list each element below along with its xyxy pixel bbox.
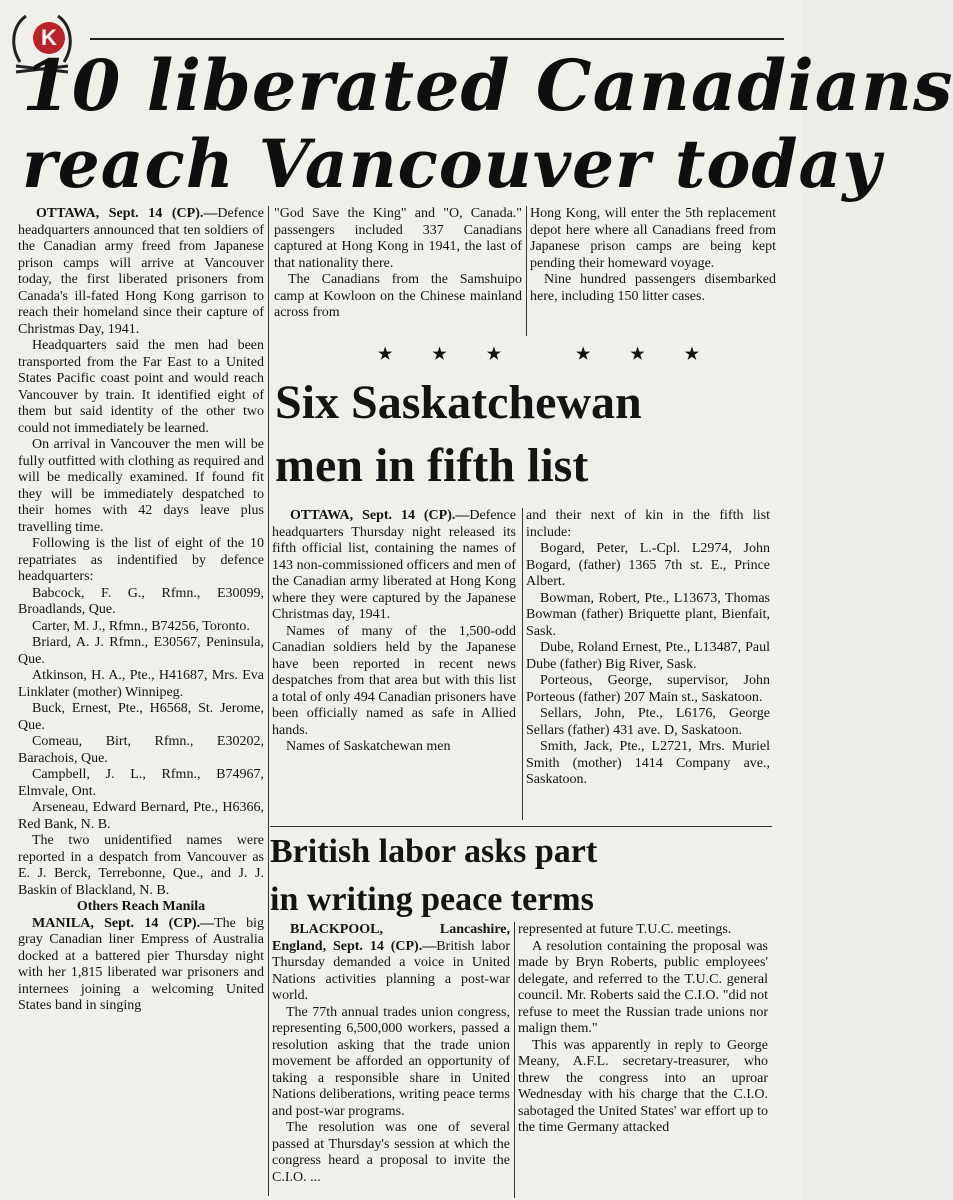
section-divider <box>270 826 772 827</box>
list-item: Bowman, Robert, Pte., L13673, Thomas Bowman (father) Briquette plant, Bienfait, Sask. <box>526 590 770 639</box>
paragraph: This was apparently in reply to George Meany, A.F.L. secretary-treasurer, who threw the congress into an uproar Wednesday with his charge that the C.I.O. sabotaged the United States' war effort up to the time Germany attacked <box>518 1037 768 1135</box>
paragraph: "God Save the King" and "O, Canada." passengers included 337 Canadians captured at Hong Kong in 1941, the last of that nationality there. <box>274 206 522 271</box>
list-item: Babcock, F. G., Rfmn., E30099, Broadlands, Que. <box>18 585 264 617</box>
paragraph: Headquarters said the men had been transported from the Far East to a United States Pacific coast point and would reach Vancouver by train. It identified eight of them but said identity of the other two could not immediately be learned. <box>18 338 264 436</box>
story2-column2 <box>526 508 770 789</box>
list-item: Buck, Ernest, Pte., H6568, St. Jerome, Que. <box>18 701 264 733</box>
paragraph: OTTAWA, Sept. 14 (CP).—Defence headquarters Thursday night released its fifth official list, containing the names of 143 non-commissioned officers and men of the Canadian army liberated at Hong Kong where they were captured by the Japanese Christmas day, 1941. <box>272 508 516 622</box>
paragraph: A resolution containing the proposal was made by Bryn Roberts, public employees' delegate, and referred to the T.U.C. general council. Mr. Roberts said the C.I.O. "did not refuse to meet the Russian trade unions nor malign them." <box>518 938 768 1036</box>
paragraph: Names of Saskatchewan men <box>286 739 451 754</box>
story2-headline-line2: men in fifth list <box>275 439 589 492</box>
paragraph: represented at future T.U.C. meetings. <box>518 922 732 937</box>
subheading-manila: Others Reach Manila <box>76 899 206 914</box>
story2-column1 <box>272 508 516 756</box>
list-item: Bogard, Peter, L.-Cpl. L2974, John Bogard, (father) 1365 7th st. E., Prince Albert. <box>526 541 770 589</box>
list-item: Porteous, George, supervisor, John Porteous (father) 207 Main st., Saskatoon. <box>526 673 770 705</box>
story2-headline-line1: Six Saskatchewan <box>275 376 642 429</box>
list-item: Atkinson, H. A., Pte., H41687, Mrs. Eva Linklater (mother) Winnipeg. <box>18 668 264 700</box>
paragraph: and their next of kin in the fifth list include: <box>526 508 770 540</box>
main-headline-line1: 10 liberated Canadians <box>22 44 953 127</box>
story3-column2 <box>518 922 768 1198</box>
story1-column2 <box>274 206 522 322</box>
story3-column1 <box>272 922 510 1198</box>
story1-column3 <box>530 206 776 305</box>
paragraph: BLACKPOOL, Lancashire, England, Sept. 14 (CP).—British labor Thursday demanded a voice in United Nations activities planning a post-war world. <box>272 922 510 1003</box>
top-rule <box>90 38 784 40</box>
list-item: Sellars, John, Pte., L6176, George Sellars (father) 431 ave. D, Saskatoon. <box>526 706 770 738</box>
column-divider <box>526 206 527 336</box>
paragraph: Hong Kong, will enter the 5th replacement depot here where all Canadians freed from Japanese prison camps are being kept pending their homeward voyage. <box>530 206 776 271</box>
paragraph: OTTAWA, Sept. 14 (CP).—Defence headquarters announced that ten soldiers of the Canadian army freed from Japanese prison camps will arrive at Vancouver today, the first liberated prisoners from Canada's ill-fated Hong Kong garrison to reach their homeland since their capture of Christmas Day, 1941. <box>18 206 264 337</box>
main-headline-line2: reach Vancouver today <box>22 125 882 203</box>
paragraph: The 77th annual trades union congress, representing 6,500,000 workers, passed a resolution asking that the trade union movement be afforded an opportunity of taking a responsible share in United Nations deliberations, writing peace terms and post-war programs. <box>272 1004 510 1119</box>
paragraph: Nine hundred passengers disembarked here, including 150 litter cases. <box>530 272 776 304</box>
section-stars-left: ★ ★ ★ <box>378 346 520 363</box>
story3-headline-line1: British labor asks part <box>270 833 598 870</box>
story1-column1 <box>18 206 264 1015</box>
column-divider <box>268 206 269 1196</box>
paragraph: The resolution was one of several passed at Thursday's session at which the congress heard a proposal to invite the C.I.O. ... <box>272 1120 510 1185</box>
column-divider <box>522 508 523 820</box>
list-item: Carter, M. J., Rfmn., B74256, Toronto. <box>32 618 250 634</box>
list-item: Arseneau, Edward Bernard, Pte., H6366, Red Bank, N. B. <box>18 800 264 832</box>
paragraph: The two unidentified names were reported in a despatch from Vancouver as E. J. Berck, Terrebonne, Que., and J. J. Baskin of Blackland, N. B. <box>18 833 264 898</box>
paragraph: On arrival in Vancouver the men will be fully outfitted with clothing as required and will be medically examined. If found fit they will be immediately despatched to their homes with 42 days leave plus travelling time. <box>18 437 264 535</box>
k-monogram-icon: K <box>33 22 65 54</box>
list-item: Comeau, Birt, Rfmn., E30202, Barachois, Que. <box>18 734 264 766</box>
list-item: Campbell, J. L., Rfmn., B74967, Elmvale, Ont. <box>18 767 264 799</box>
paragraph: Names of many of the 1,500-odd Canadian soldiers held by the Japanese have been reported in recent news despatches from that area but with this list a total of only 494 Canadian prisoners have been officially named as safe in Allied hands. <box>272 623 516 738</box>
list-item: Briard, A. J. Rfmn., E30567, Peninsula, Que. <box>18 635 264 667</box>
list-item: Smith, Jack, Pte., L2721, Mrs. Muriel Smith (mother) 1414 Company ave., Saskatoon. <box>526 739 770 787</box>
paragraph: The Canadians from the Samshuipo camp at Kowloon on the Chinese mainland across from <box>274 272 522 320</box>
paragraph: MANILA, Sept. 14 (CP).—The big gray Canadian liner Empress of Australia docked at a battered pier Thursday night with her 1,815 liberated war prisoners and internees joining a welcoming United States band in singing <box>18 915 265 1013</box>
story3-headline-line2: in writing peace terms <box>270 881 594 918</box>
list-item: Dube, Roland Ernest, Pte., L13487, Paul Dube (father) Big River, Sask. <box>526 640 770 672</box>
paragraph: Following is the list of eight of the 10 repatriates as indentified by defence headquarters: <box>18 536 264 584</box>
section-stars-right: ★ ★ ★ <box>576 346 718 363</box>
column-divider <box>514 922 515 1198</box>
